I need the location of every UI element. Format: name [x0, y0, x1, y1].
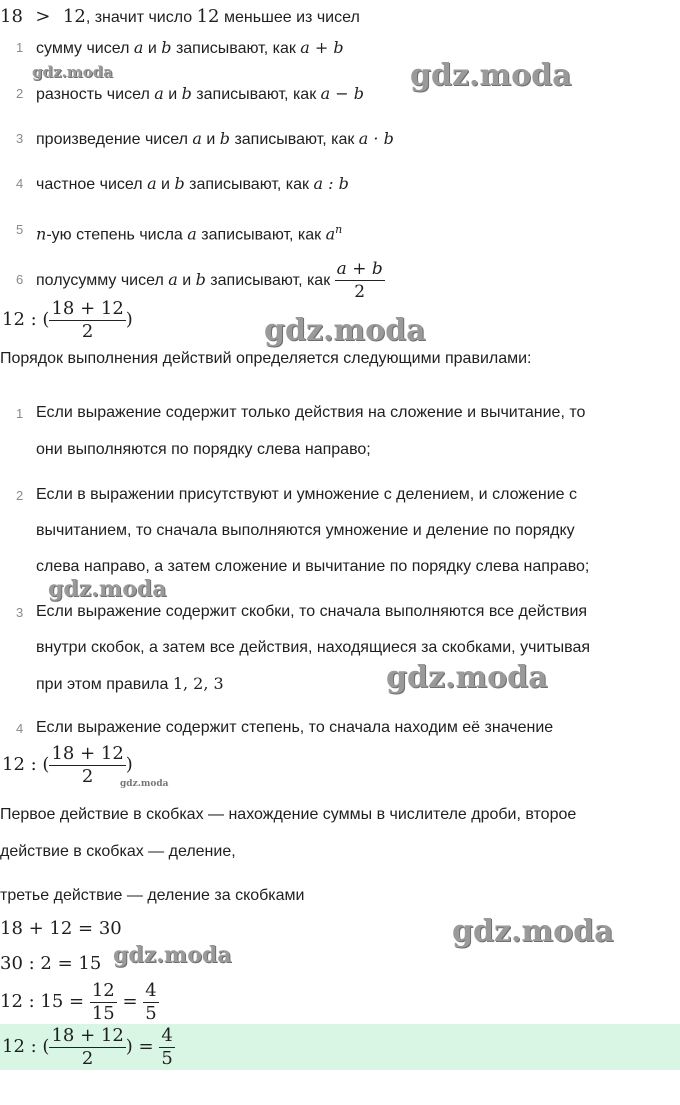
watermark-logo: gdz.moda	[386, 660, 548, 695]
expression: 12 : ( $\frac{18 + 12}{2}$ )	[2, 742, 133, 787]
list-number: 2	[16, 488, 24, 503]
list-number: 6	[16, 272, 24, 287]
watermark-logo: gdz.moda	[264, 313, 426, 348]
step-3: 12 : 15 = $\frac{12}{15}$ = $\frac{4}{5}$	[0, 979, 157, 1024]
list-item-line: внутри скобок, а затем все действия, находящиеся за скобками, учитывая	[36, 639, 591, 656]
watermark-logo: gdz.moda	[452, 914, 614, 949]
step-1: 18 + 12 = 30	[0, 918, 122, 939]
watermark-logo: gdz.moda	[113, 942, 232, 968]
watermark-logo: gdz.moda	[32, 63, 113, 81]
watermark-logo: gdz.moda	[120, 779, 169, 789]
list-item: разность чисел a и b записывают, как a − b	[36, 84, 364, 103]
list-item: n-ую степень числа a записывают, как $a^n$	[36, 223, 343, 244]
watermark-logo: gdz.moda	[410, 58, 572, 93]
list-number: 1	[16, 40, 24, 55]
rules-intro: Порядок выполнения действий определяется следующими правилами:	[0, 350, 532, 367]
list-number: 3	[16, 605, 24, 620]
list-item-line: они выполняются по порядку слева направо;	[36, 441, 371, 458]
comparison-line: 18 > 12, значит число 12 меньшее из чисел	[0, 6, 360, 27]
expression: 12 : ( $\frac{18 + 12}{2}$ )	[2, 297, 133, 342]
list-item: полусумму чисел a и b записывают, как $\frac{a + b}{2}$	[36, 259, 383, 303]
list-item: произведение чисел a и b записывают, как a · b	[36, 129, 394, 148]
list-item-line: вычитанием, то сначала выполняются умножение и деление по порядку	[36, 522, 575, 539]
list-item: Если выражение содержит степень, то сначала находим её значение	[36, 719, 554, 736]
explanation-line: действие в скобках — деление,	[0, 843, 236, 860]
list-number: 5	[16, 222, 24, 237]
explanation-line: третье действие — деление за скобками	[0, 887, 305, 904]
list-item-line: слева направо, а затем сложение и вычитание по порядку слева направо;	[36, 558, 590, 575]
list-number: 1	[16, 406, 24, 421]
list-item: Если выражение содержит только действия на сложение и вычитание, то	[36, 404, 586, 421]
list-number: 2	[16, 86, 24, 101]
watermark-logo: gdz.moda	[48, 576, 167, 602]
list-item: сумму чисел a и b записывают, как a + b	[36, 38, 344, 57]
list-number: 4	[16, 176, 24, 191]
explanation-line: Первое действие в скобках — нахождение суммы в числителе дроби, второе	[0, 806, 577, 823]
list-item: частное чисел a и b записывают, как a : b	[36, 174, 349, 193]
list-item: Если выражение содержит скобки, то сначала выполняются все действия	[36, 603, 588, 620]
final-answer: 12 : ( $\frac{18 + 12}{2}$ ) = $\frac{4}{5}$	[2, 1024, 173, 1069]
list-number: 3	[16, 131, 24, 146]
list-item: Если в выражении присутствуют и умножение с делением, и сложение с	[36, 486, 578, 503]
list-item-line: при этом правила 1, 2, 3	[36, 674, 224, 693]
step-2: 30 : 2 = 15	[0, 953, 102, 974]
list-number: 4	[16, 721, 24, 736]
